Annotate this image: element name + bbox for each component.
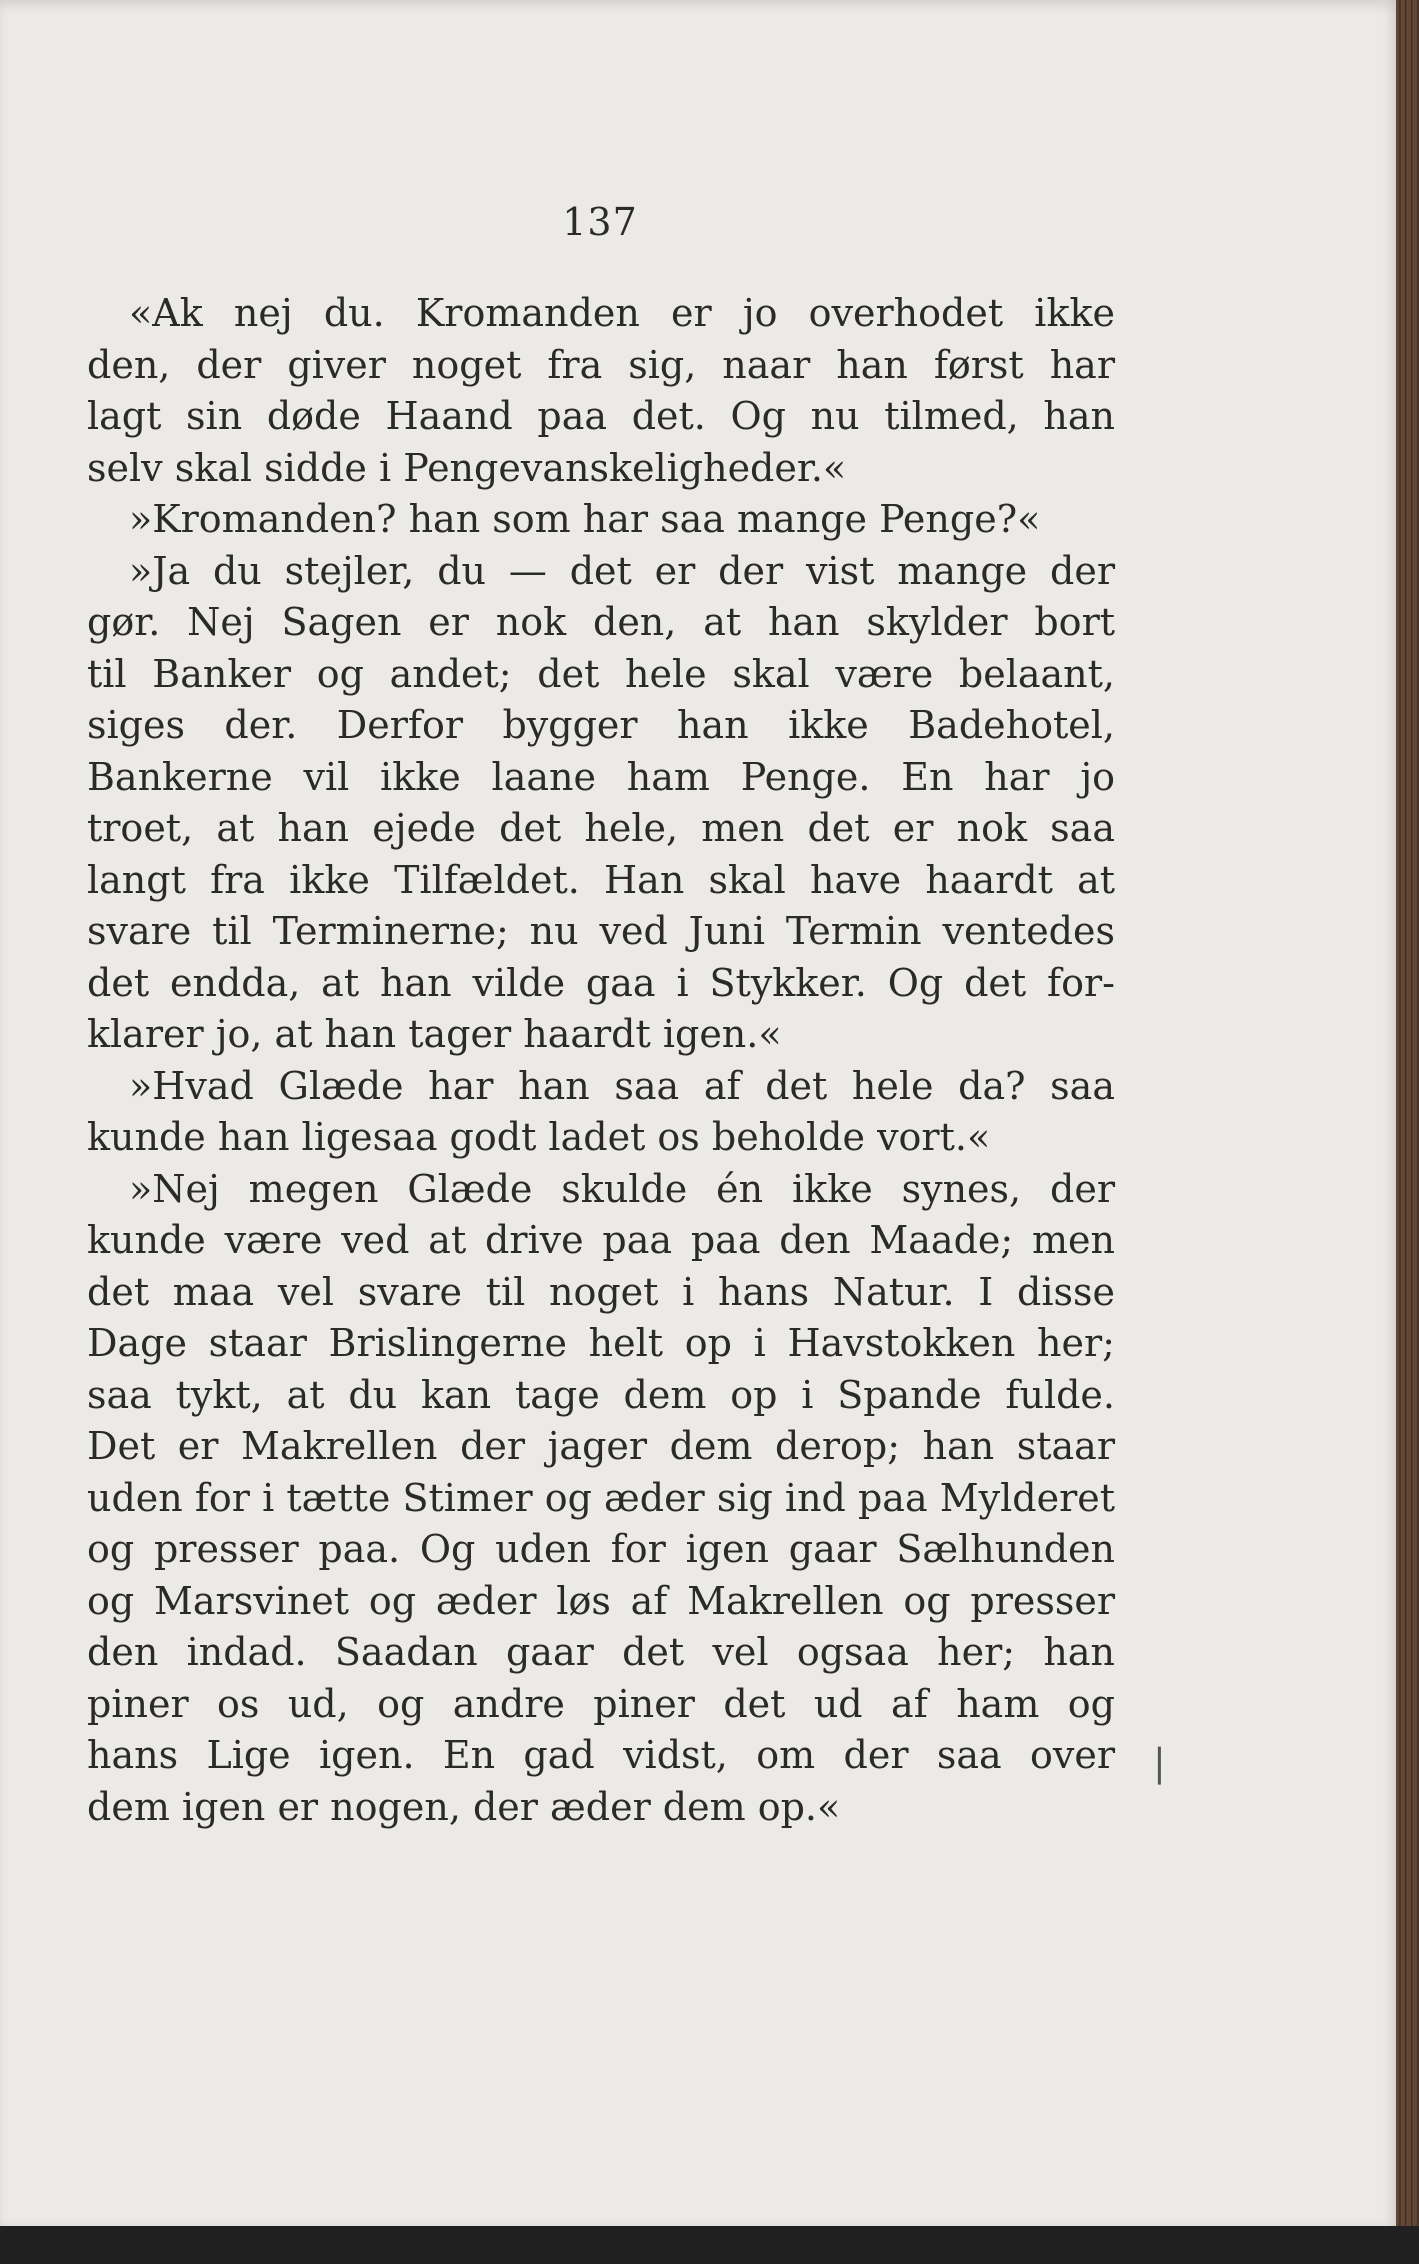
text-line: «Ak nej du. Kromanden er jo overhodet ikke [129, 291, 1115, 335]
text-line: piner os ud, og andre piner det ud af ham og [87, 1681, 1115, 1726]
text-line: og Marsvinet og æder løs af Makrellen og presser [87, 1578, 1115, 1623]
text-line: gør. Nej Sagen er nok den, at han skylder bort [87, 600, 1115, 644]
text-line: »Kromanden? han som har saa mange Penge?« [129, 497, 1041, 541]
text-line: »Ja du stejler, du — det er der vist mange der [129, 548, 1115, 593]
text-line: den indad. Saadan gaar det vel ogsaa her; han [87, 1630, 1115, 1674]
text-line: »Hvad Glæde har han saa af det hele da? saa [129, 1063, 1115, 1108]
text-line: dem igen er nogen, der æder dem op.« [87, 1784, 841, 1829]
text-line: troet, at han ejede det hele, men det er nok saa [87, 806, 1115, 850]
text-line: Bankerne vil ikke laane ham Penge. En har jo [87, 754, 1115, 799]
text-line: Det er Makrellen der jager dem derop; han staar [87, 1424, 1115, 1468]
page-edge [1396, 0, 1419, 2226]
text-line: kunde være ved at drive paa paa den Maade; men [87, 1218, 1115, 1262]
text-line: lagt sin døde Haand paa det. Og nu tilmed, han [87, 394, 1115, 438]
text-line: kunde han ligesaa godt ladet os beholde vort.« [87, 1115, 991, 1159]
page-bottom-border [0, 2226, 1419, 2264]
text-line: og presser paa. Og uden for igen gaar Sælhunden [87, 1527, 1115, 1571]
text-line: klarer jo, at han tager haardt igen.« [87, 1012, 782, 1056]
margin-mark: ⎸ [1158, 1742, 1197, 1786]
body-text [87, 288, 1115, 1833]
text-line: langt fra ikke Tilfældet. Han skal have haardt at [87, 857, 1115, 902]
text-line: siges der. Derfor bygger han ikke Badehotel, [87, 703, 1115, 747]
text-line: det maa vel svare til noget i hans Natur. I disse [87, 1269, 1115, 1314]
text-line: uden for i tætte Stimer og æder sig ind paa Mylderet [87, 1475, 1115, 1520]
text-line: til Banker og andet; det hele skal være belaant, [87, 651, 1115, 696]
text-line: Dage staar Brislingerne helt op i Havstokken her; [87, 1321, 1115, 1365]
text-line: den, der giver noget fra sig, naar han først har [87, 342, 1115, 387]
text-line: det endda, at han vilde gaa i Stykker. Og det for- [87, 960, 1115, 1005]
text-line: svare til Terminerne; nu ved Juni Termin ventedes [87, 909, 1115, 953]
text-line: hans Lige igen. En gad vidst, om der saa over [87, 1733, 1115, 1777]
text-line: selv skal sidde i Pengevanskeligheder.« [87, 445, 847, 490]
text-line: »Nej megen Glæde skulde én ikke synes, der [129, 1166, 1115, 1211]
page-number: 137 [562, 200, 638, 244]
text-line: saa tykt, at du kan tage dem op i Spande fulde. [87, 1372, 1115, 1417]
